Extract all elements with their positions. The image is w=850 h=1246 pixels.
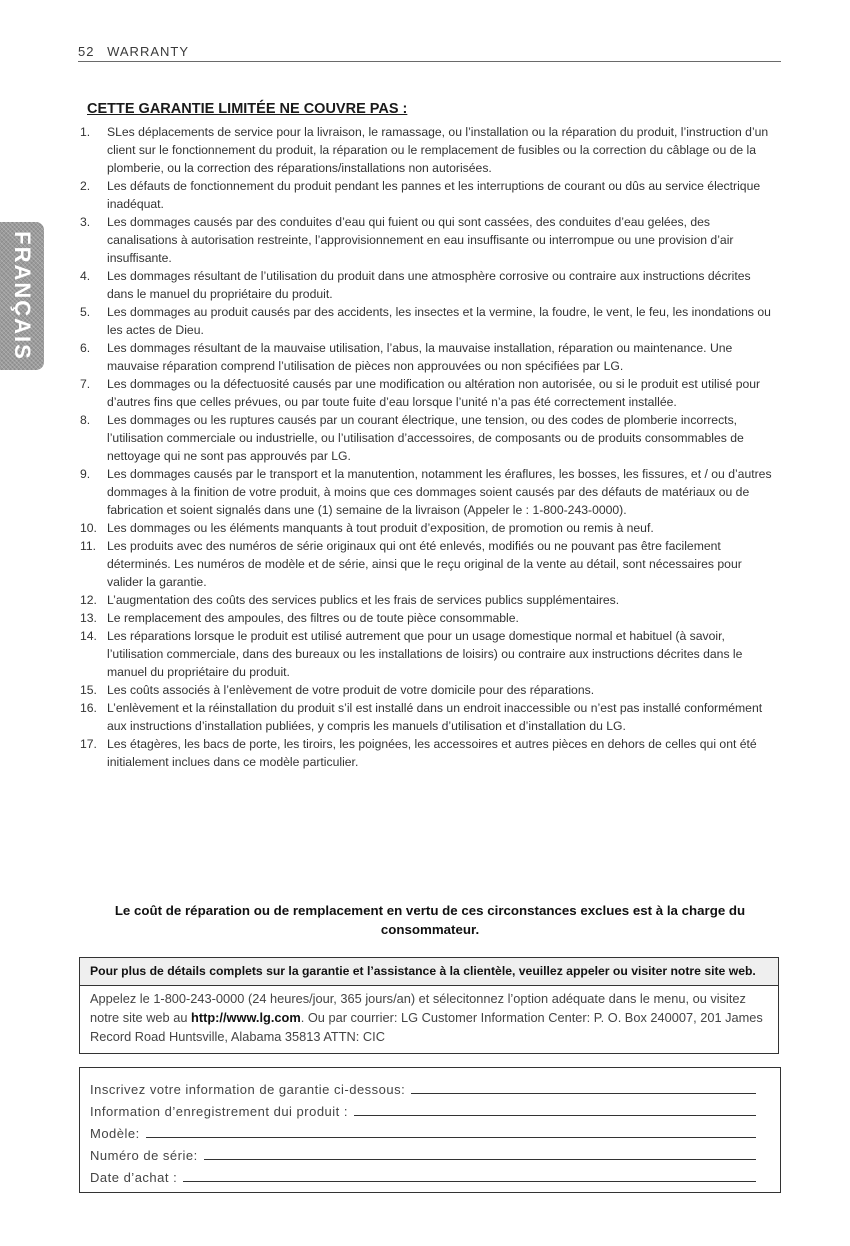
exclusion-number: 5. bbox=[80, 305, 91, 319]
purchase-date-line bbox=[183, 1167, 756, 1182]
exclusion-text: Les dommages au produit causés par des accidents, les insectes et la vermine, la foudre, le vent, le feu, les inondations ou les actes de Dieu. bbox=[107, 305, 771, 337]
form-row-model bbox=[90, 1119, 756, 1141]
exclusion-item bbox=[80, 375, 780, 411]
exclusion-item bbox=[80, 519, 780, 537]
exclusion-number: 6. bbox=[80, 341, 91, 355]
exclusion-number: 16. bbox=[80, 701, 97, 715]
exclusion-text: Les dommages résultant de la mauvaise utilisation, l’abus, la mauvaise installation, réparation ou maintenance. Une mauvaise réparation comprend l’utilisation de pièces non approuvées ou non spécifiées par LG. bbox=[107, 341, 733, 373]
page-header bbox=[78, 44, 781, 62]
exclusion-number: 8. bbox=[80, 413, 91, 427]
exclusion-item bbox=[80, 411, 780, 465]
form-row-serial bbox=[90, 1141, 756, 1163]
exclusion-number: 13. bbox=[80, 611, 97, 625]
exclusion-text: Les réparations lorsque le produit est utilisé autrement que pour un usage domestique normal et habituel (à savoir, l’utilisation commerciale, dans des bureaux ou les installations de loisirs) ou contraire aux instructions décrites dans le manuel du propriétaire du produit. bbox=[107, 629, 743, 679]
exclusion-item bbox=[80, 735, 780, 771]
exclusion-text: Les dommages ou les éléments manquants à tout produit d’exposition, de promotion ou remis à neuf. bbox=[107, 521, 654, 535]
warranty-form bbox=[79, 1067, 781, 1193]
exclusion-item bbox=[80, 627, 780, 681]
exclusion-text: Les étagères, les bacs de porte, les tiroirs, les poignées, les accessoires et autres pièces en dehors de celles qui ont été initialement inclues dans ce modèle particulier. bbox=[107, 737, 757, 769]
model-line bbox=[146, 1123, 756, 1138]
exclusion-number: 1. bbox=[80, 125, 91, 139]
exclusion-number: 3. bbox=[80, 215, 91, 229]
exclusion-text: Le remplacement des ampoules, des filtres ou de toute pièce consommable. bbox=[107, 611, 519, 625]
exclusion-item bbox=[80, 591, 780, 609]
exclusion-number: 4. bbox=[80, 269, 91, 283]
exclusion-number: 17. bbox=[80, 737, 97, 751]
exclusion-text: Les dommages ou les ruptures causés par un courant électrique, une tension, ou des codes de plomberie incorrects, l’utilisation commerciale ou industrielle, ou l’utilisation d’accessoires, de composants ou de produits consommables de nettoyage qui ne sont pas approuvés par LG. bbox=[107, 413, 744, 463]
exclusions-title: CETTE GARANTIE LIMITÉE NE COUVRE PAS : bbox=[87, 101, 408, 117]
exclusion-item bbox=[80, 303, 780, 339]
form-row-purchase-date bbox=[90, 1163, 756, 1185]
model-label: Modèle: bbox=[90, 1126, 140, 1141]
registration-label: Information d’enregistrement dui produit : bbox=[90, 1104, 349, 1119]
exclusion-number: 2. bbox=[80, 179, 91, 193]
exclusion-text: Les défauts de fonctionnement du produit pendant les pannes et les interruptions de courant ou dûs au service électrique inadéquat. bbox=[107, 179, 761, 211]
language-side-tab bbox=[0, 222, 44, 370]
purchase-date-label: Date d’achat : bbox=[90, 1170, 178, 1185]
exclusion-number: 11. bbox=[80, 539, 97, 553]
exclusion-text: L’enlèvement et la réinstallation du produit s’il est installé dans un endroit inaccessible ou n’est pas installé conformément aux instructions d’installation publiées, y compris les manuels d’utilisation et d’installation du LG. bbox=[107, 701, 763, 733]
exclusion-number: 10. bbox=[80, 521, 97, 535]
exclusion-text: Les dommages causés par des conduites d’eau qui fuient ou qui sont cassées, des conduites d’eau gelées, des canalisations à autorisation restreinte, l’approvisionnement en eau insuffisante ou interrompue ou une provision d’air insuffisante. bbox=[107, 215, 734, 265]
exclusion-text: Les produits avec des numéros de série originaux qui ont été enlevés, modifiés ou ne pouvant pas être facilement déterminés. Les numéros de modèle et de série, ainsi que le reçu original de la vente au détail, sont nécessaires pour valider la garantie. bbox=[107, 539, 742, 589]
exclusion-number: 12. bbox=[80, 593, 97, 607]
exclusion-item bbox=[80, 465, 780, 519]
website-link[interactable]: http://www.lg.com bbox=[191, 1010, 301, 1025]
contact-text-after: . Ou par courrier: LG Customer Information Center: P. O. Box 240007, 201 James Record Road Huntsville, Alabama 35813 ATTN: CIC bbox=[90, 1010, 763, 1044]
exclusion-item bbox=[80, 267, 780, 303]
section-title: WARRANTY bbox=[107, 44, 189, 59]
exclusion-item bbox=[80, 339, 780, 375]
intro-line bbox=[411, 1079, 756, 1094]
form-row-registration bbox=[90, 1097, 756, 1119]
exclusion-number: 14. bbox=[80, 629, 97, 643]
exclusion-number: 7. bbox=[80, 377, 91, 391]
page-number: 52 bbox=[78, 44, 95, 59]
intro-label: Inscrivez votre information de garantie ci-dessous: bbox=[90, 1082, 406, 1097]
exclusion-item bbox=[80, 213, 780, 267]
conclusion-note: Le coût de réparation ou de remplacement en vertu de ces circonstances exclues est à la charge du consommateur. bbox=[114, 903, 746, 937]
exclusions-list bbox=[80, 123, 780, 771]
exclusion-number: 9. bbox=[80, 467, 91, 481]
exclusion-text: Les dommages résultant de l’utilisation du produit dans une atmosphère corrosive ou contraire aux instructions décrites dans le manuel du propriétaire du produit. bbox=[107, 269, 751, 301]
exclusion-item bbox=[80, 681, 780, 699]
exclusion-text: SLes déplacements de service pour la livraison, le ramassage, ou l’installation ou la réparation du produit, l’instruction d’un client sur le fonctionnement du produit, la réparation ou le remplacement de fusibles ou la correction du câblage ou de la plomberie, ou la correction des réparations/installations non autorisées. bbox=[107, 125, 769, 175]
exclusion-number: 15. bbox=[80, 683, 97, 697]
exclusion-text: Les dommages causés par le transport et la manutention, notamment les éraflures, les bosses, les fissures, et / ou d’autres dommages à la finition de votre produit, à moins que ces dommages soient causés par des défauts de matériaux ou de fabrication et soient signalés dans une (1) semaine de la livraison (Appeler le : 1-800-243-0000). bbox=[107, 467, 772, 517]
exclusion-text: Les coûts associés à l’enlèvement de votre produit de votre domicile pour des réparations. bbox=[107, 683, 595, 697]
exclusion-item bbox=[80, 123, 780, 177]
exclusion-text: Les dommages ou la défectuosité causés par une modification ou altération non autorisée, ou si le produit est utilisé pour d’autres fins que celles prévues, ou par toute fuite d’eau lorsque l’unité n’a pas été correctement installée. bbox=[107, 377, 761, 409]
exclusion-item bbox=[80, 537, 780, 591]
exclusion-text: L’augmentation des coûts des services publics et les frais de services publics supplémentaires. bbox=[107, 593, 620, 607]
form-row-intro bbox=[90, 1075, 756, 1097]
serial-label: Numéro de série: bbox=[90, 1148, 198, 1163]
serial-line bbox=[204, 1145, 756, 1160]
contact-heading: Pour plus de détails complets sur la garantie et l’assistance à la clientèle, veuillez appeler ou visiter notre site web. bbox=[80, 958, 778, 986]
language-tab-label: FRANÇAIS bbox=[10, 231, 35, 361]
contact-body bbox=[80, 986, 778, 1046]
contact-text-before: Appelez le 1-800-243-0000 (24 heures/jour, 365 jours/an) et sélecitonnez l’option adéquate dans le menu, ou visitez notre site web au bbox=[90, 991, 746, 1025]
registration-line bbox=[354, 1101, 756, 1116]
exclusion-item bbox=[80, 609, 780, 627]
contact-box bbox=[79, 957, 779, 1054]
exclusion-item bbox=[80, 177, 780, 213]
exclusion-item bbox=[80, 699, 780, 735]
